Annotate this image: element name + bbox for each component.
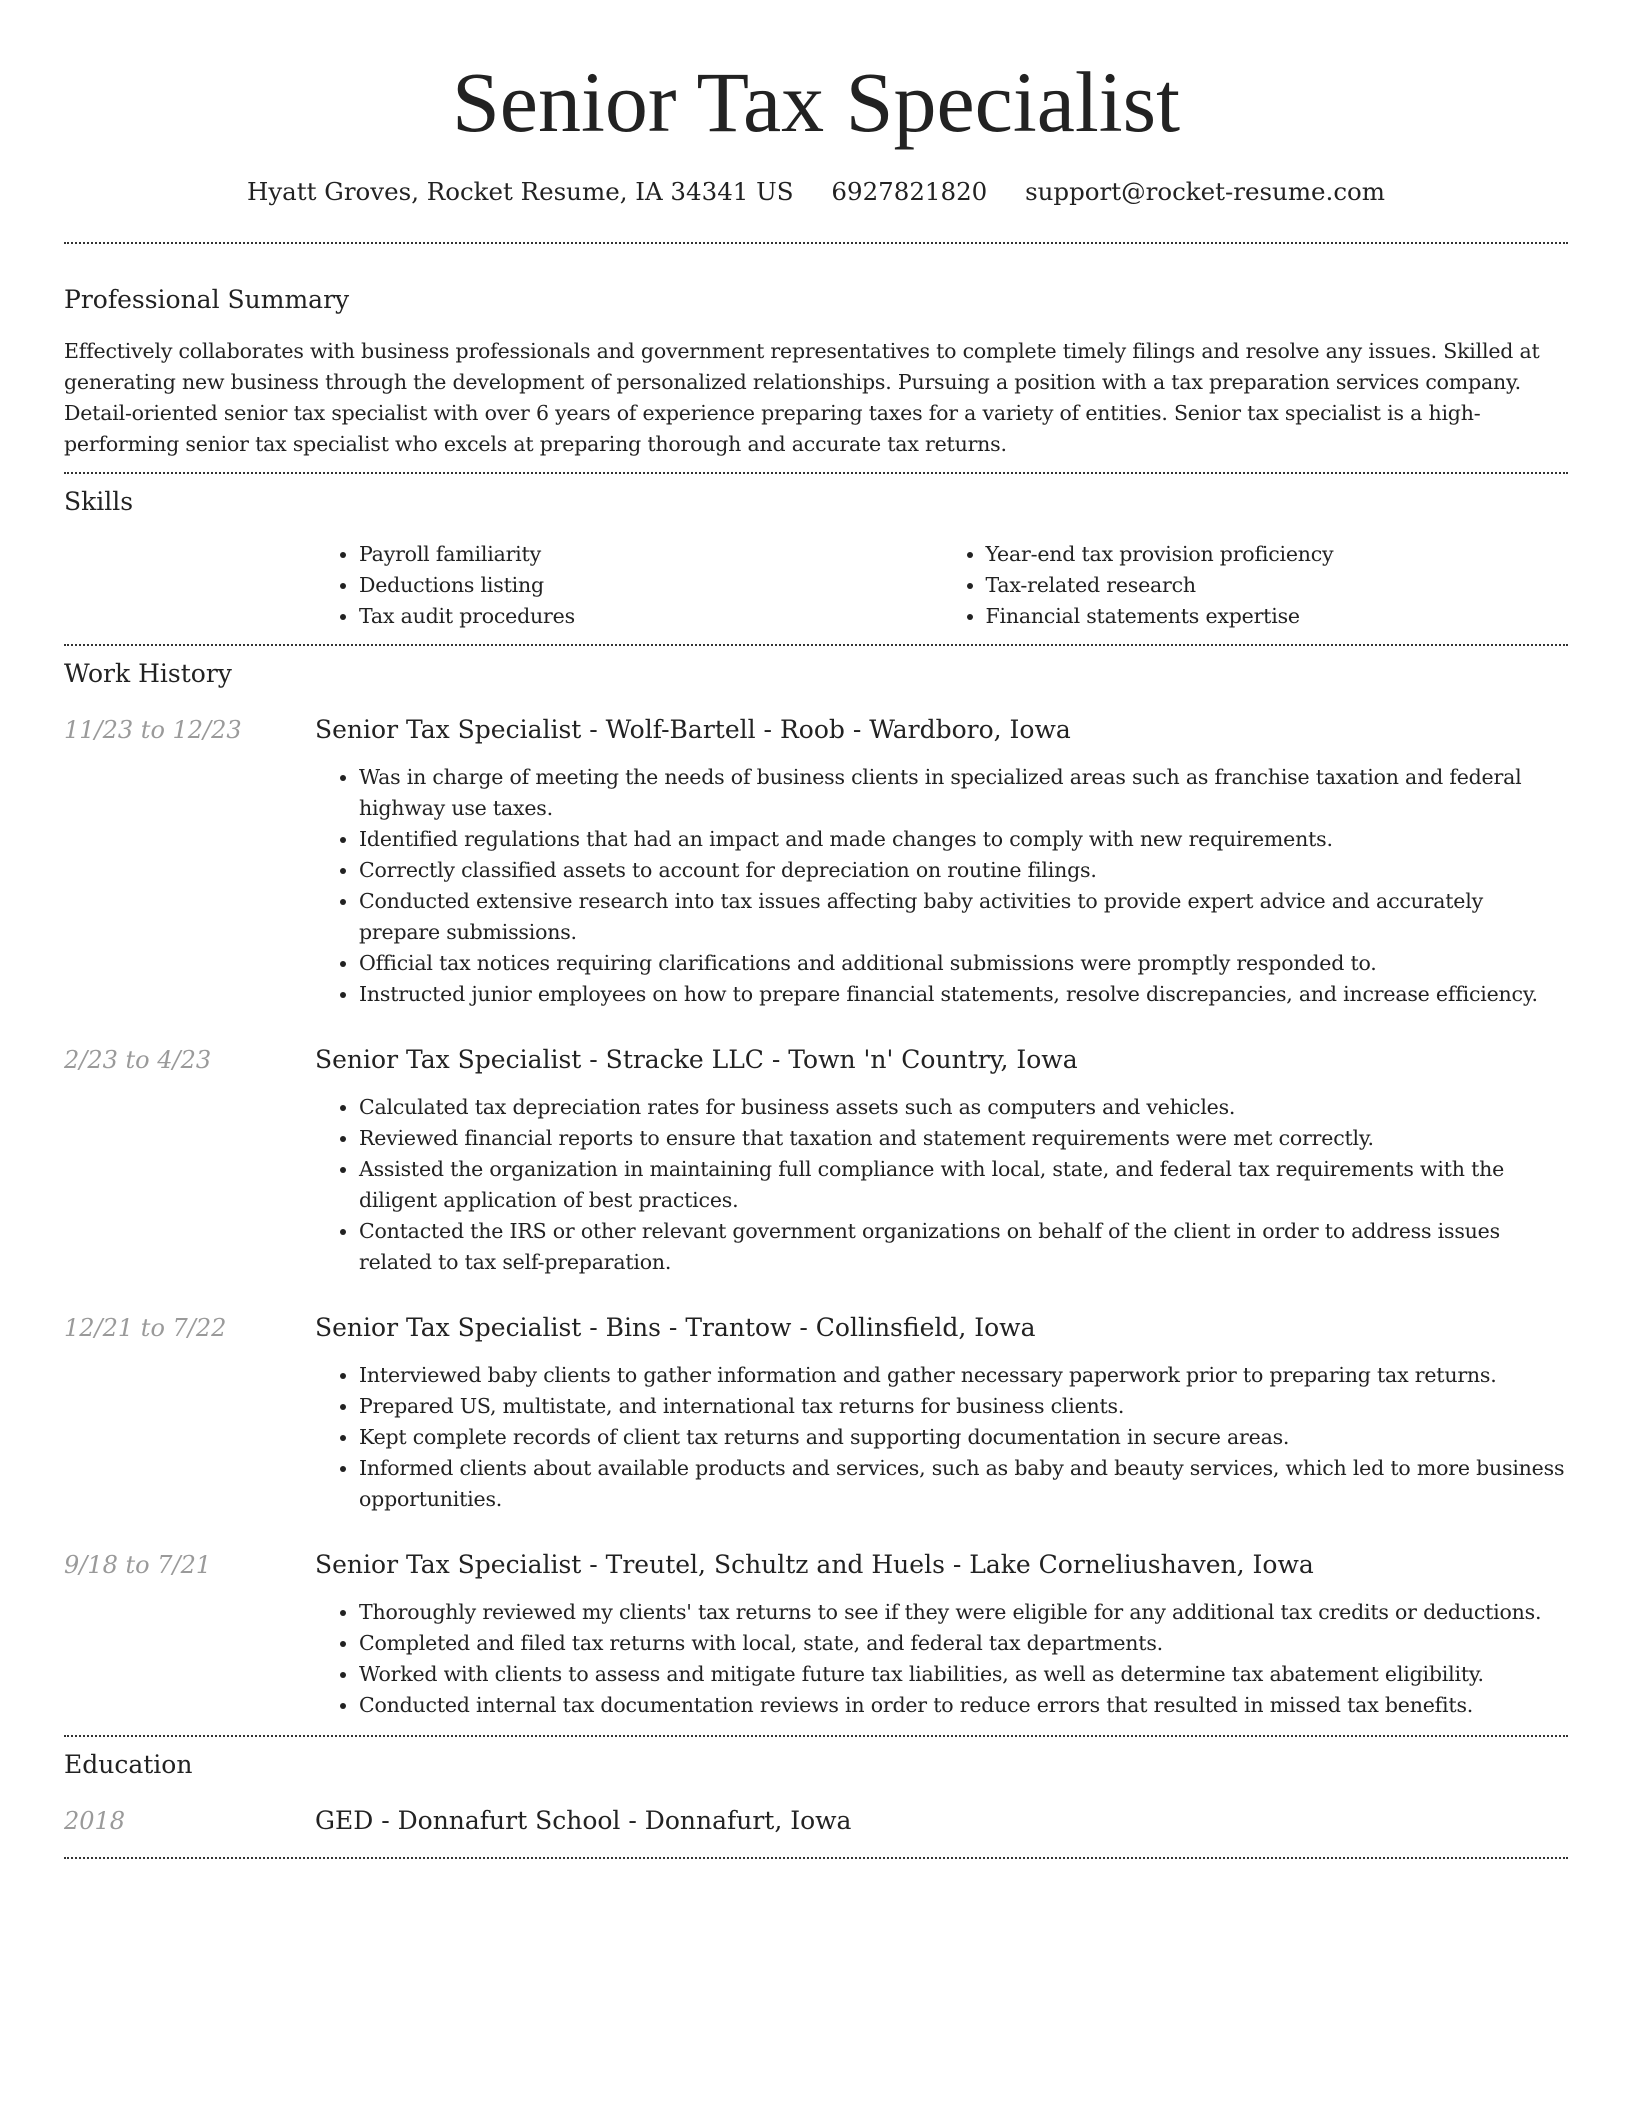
job-bullet: • Identified regulations that had an impact and made changes to comply with new requirements. xyxy=(359,824,1568,855)
job-bullets xyxy=(315,1597,1568,1721)
job-entry xyxy=(64,1044,1568,1278)
job-bullet: • Completed and filed tax returns with local, state, and federal tax departments. xyxy=(359,1628,1568,1659)
section-title-summary: Professional Summary xyxy=(64,285,350,314)
job-bullet: • Conducted internal tax documentation reviews in order to reduce errors that resulted in missed tax benefits. xyxy=(359,1690,1568,1721)
job-date: 12/21 to 7/22 xyxy=(64,1314,227,1342)
job-bullet: • Was in charge of meeting the needs of business clients in specialized areas such as franchise taxation and federal highway use taxes. xyxy=(359,762,1568,824)
summary-section xyxy=(64,244,1568,460)
education-section xyxy=(64,1737,1568,1837)
job-bullet: • Conducted extensive research into tax issues affecting baby activities to provide expert advice and accurately prepare submissions. xyxy=(359,886,1568,948)
contact-phone: 6927821820 xyxy=(831,177,988,206)
job-header xyxy=(64,1549,1568,1581)
resume-title: Senior Tax Specialist xyxy=(451,54,1181,150)
job-title: Senior Tax Specialist - Wolf-Bartell - Roob - Wardboro, Iowa xyxy=(315,715,1071,744)
job-bullet: • Interviewed baby clients to gather information and gather necessary paperwork prior to preparing tax returns. xyxy=(359,1360,1568,1391)
job-entry xyxy=(64,1549,1568,1721)
work-section xyxy=(64,646,1568,1721)
job-bullet: • Reviewed financial reports to ensure that taxation and statement requirements were met correctly. xyxy=(359,1123,1568,1154)
job-bullet: • Official tax notices requiring clarifications and additional submissions were promptly responded to. xyxy=(359,948,1568,979)
job-date: 11/23 to 12/23 xyxy=(64,716,242,744)
education-date: 2018 xyxy=(64,1807,126,1835)
contact-address: Hyatt Groves, Rocket Resume, IA 34341 US xyxy=(246,177,794,206)
job-bullets xyxy=(315,1360,1568,1515)
job-bullet: • Instructed junior employees on how to prepare financial statements, resolve discrepancies, and increase efficiency. xyxy=(359,979,1568,1010)
job-bullet: • Kept complete records of client tax returns and supporting documentation in secure areas. xyxy=(359,1422,1568,1453)
education-title: GED - Donnafurt School - Donnafurt, Iowa xyxy=(315,1806,852,1835)
job-title: Senior Tax Specialist - Treutel, Schultz and Huels - Lake Corneliushaven, Iowa xyxy=(315,1550,1314,1579)
job-bullet: • Thoroughly reviewed my clients' tax returns to see if they were eligible for any additional tax credits or deductions. xyxy=(359,1597,1568,1628)
skills-section xyxy=(64,474,1568,632)
job-header xyxy=(64,1312,1568,1344)
skill-item: • Payroll familiarity xyxy=(359,539,942,570)
section-title-skills: Skills xyxy=(64,487,134,516)
skills-column-right xyxy=(942,539,1569,632)
job-date: 9/18 to 7/21 xyxy=(64,1551,212,1579)
skills-list xyxy=(315,539,1568,632)
job-bullet: • Assisted the organization in maintaining full compliance with local, state, and federal tax requirements with the diligent application of best practices. xyxy=(359,1154,1568,1216)
skill-item: • Deductions listing xyxy=(359,570,942,601)
job-header xyxy=(64,1044,1568,1076)
job-title: Senior Tax Specialist - Bins - Trantow - Collinsfield, Iowa xyxy=(315,1313,1036,1342)
job-bullet: • Prepared US, multistate, and international tax returns for business clients. xyxy=(359,1391,1568,1422)
job-bullet: • Worked with clients to assess and mitigate future tax liabilities, as well as determine tax abatement eligibility. xyxy=(359,1659,1568,1690)
job-entry xyxy=(64,714,1568,1010)
section-title-work: Work History xyxy=(64,659,232,688)
job-bullet: • Informed clients about available products and services, such as baby and beauty services, which led to more business opportunities. xyxy=(359,1453,1568,1515)
divider xyxy=(64,1857,1568,1859)
job-bullets xyxy=(315,1092,1568,1278)
job-title: Senior Tax Specialist - Stracke LLC - Town 'n' Country, Iowa xyxy=(315,1045,1078,1074)
summary-text: Effectively collaborates with business professionals and government representatives to complete timely filings and resolve any issues. Skilled at generating new business through the development of personalized relationships. Pursuing a position with a tax preparation services company. Detail-oriented senior tax specialist with over 6 years of experience preparing taxes for a variety of entities. Senior tax specialist is a high-performing senior tax specialist who excels at preparing thorough and accurate tax returns. xyxy=(64,339,1540,456)
job-bullet: • Contacted the IRS or other relevant government organizations on behalf of the client in order to address issues related to tax self-preparation. xyxy=(359,1216,1568,1278)
job-header xyxy=(64,714,1568,746)
skill-item: • Year-end tax provision proficiency xyxy=(986,539,1569,570)
job-date: 2/23 to 4/23 xyxy=(64,1046,212,1074)
job-bullet: • Calculated tax depreciation rates for business assets such as computers and vehicles. xyxy=(359,1092,1568,1123)
skills-column-left xyxy=(315,539,942,632)
job-bullet: • Correctly classified assets to account for depreciation on routine filings. xyxy=(359,855,1568,886)
contact-line xyxy=(64,174,1568,210)
job-entry xyxy=(64,1312,1568,1515)
section-title-education: Education xyxy=(64,1750,193,1779)
skill-item: • Tax audit procedures xyxy=(359,601,942,632)
education-entry xyxy=(64,1805,1568,1837)
skill-item: • Tax-related research xyxy=(986,570,1569,601)
contact-email: support@rocket-resume.com xyxy=(1025,177,1386,206)
skill-item: • Financial statements expertise xyxy=(986,601,1569,632)
job-bullets xyxy=(315,762,1568,1010)
